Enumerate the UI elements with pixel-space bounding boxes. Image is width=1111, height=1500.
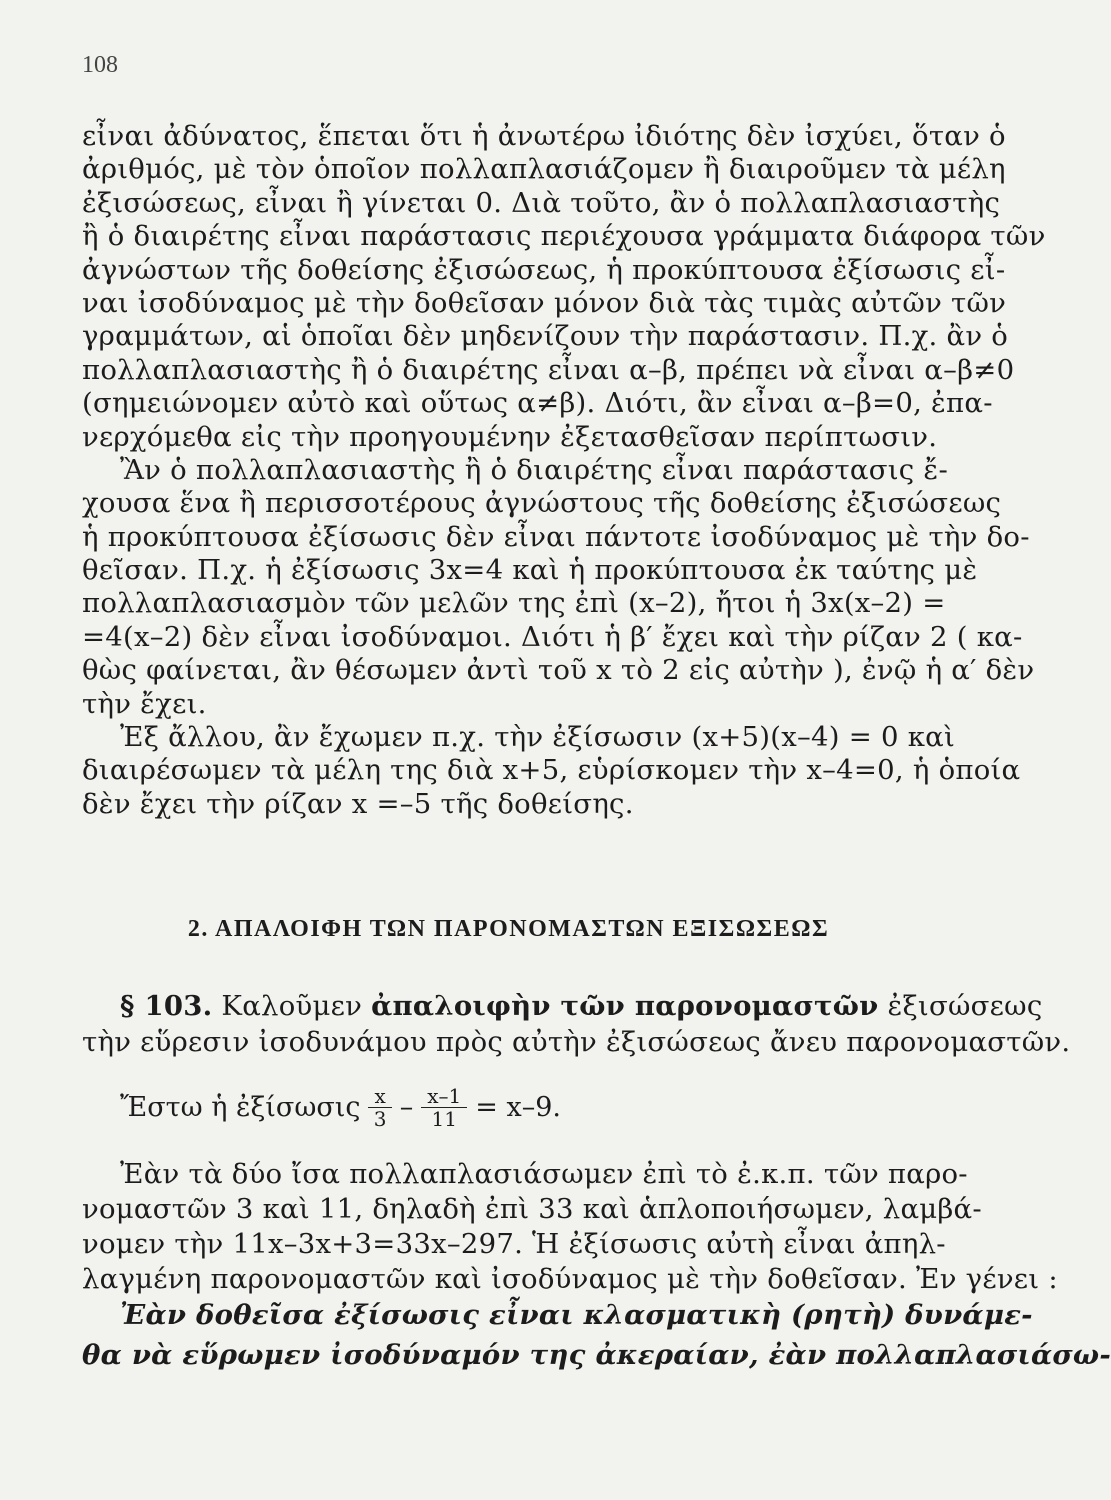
definition-line — [82, 988, 1043, 1024]
rule-statement — [82, 1295, 1111, 1375]
text-line: θεῖσαν. Π.χ. ἡ ἐξίσωσις 3x=4 καὶ ἡ προκύπτουσα ἐκ ταύτης μὲ — [82, 554, 978, 587]
equation-lead: Ἔστω ἡ ἐξίσωσις — [120, 1092, 361, 1123]
text-line: νομαστῶν 3 καὶ 11, δηλαδὴ ἐπὶ 33 καὶ ἁπλοποιήσωμεν, λαμβά- — [82, 1193, 982, 1225]
definition-paragraph — [82, 988, 1071, 1060]
text-line: θὼς φαίνεται, ἂν θέσωμεν ἀντὶ τοῦ x τὸ 2 εἰς αὐτὴν ), ἐνῷ ἡ α′ δὲν — [82, 654, 1035, 687]
equation-rhs: = x–9. — [475, 1092, 561, 1123]
definition-line: τὴν εὕρεσιν ἰσοδυνάμου πρὸς αὐτὴν ἐξισώσεως ἄνευ παρονομαστῶν. — [82, 1026, 1071, 1058]
fraction-denominator: 11 — [431, 1107, 457, 1131]
text-line: ἀγνώστων τῆς δοθείσης ἐξισώσεως, ἡ προκύπτουσα ἐξίσωσις εἶ- — [82, 253, 1006, 286]
text-line: Ἐὰν τὰ δύο ἴσα πολλαπλασιάσωμεν ἐπὶ τὸ ἐ.κ.π. τῶν παρο- — [120, 1158, 968, 1190]
defined-term: ἀπαλοιφὴν τῶν παρονομαστῶν — [371, 990, 879, 1022]
text-line: νερχόμεθα εἰς τὴν προηγουμένην ἐξετασθεῖσαν περίπτωσιν. — [82, 420, 938, 453]
text-line: πολλαπλασιασμὸν τῶν μελῶν της ἐπὶ (x–2), ἤτοι ἡ 3x(x–2) = — [82, 587, 946, 620]
fraction-numerator: x — [368, 1085, 391, 1108]
text-line: ἀριθμός, μὲ τὸν ὁποῖον πολλαπλασιάζομεν ἢ διαιροῦμεν τὰ μέλη — [82, 153, 1006, 186]
paragraph-4 — [82, 1157, 1058, 1297]
text-line: Ἐξ ἄλλου, ἂν ἔχωμεν π.χ. τὴν ἐξίσωσιν (x+5)(x–4) = 0 καὶ — [120, 721, 956, 754]
paragraph-1 — [82, 120, 1046, 821]
fraction — [421, 1085, 467, 1130]
section-heading: 2. ΑΠΑΛΟΙΦΗ ΤΩΝ ΠΑΡΟΝΟΜΑΣΤΩΝ ΕΞΙΣΩΣΕΩΣ — [187, 916, 830, 942]
minus-sign: – — [399, 1092, 414, 1123]
text-line: νομεν τὴν 11x–3x+3=33x–297. Ἡ ἐξίσωσις αὐτὴ εἶναι ἀπηλ- — [82, 1228, 946, 1260]
example-equation — [120, 1085, 561, 1130]
text-line: δὲν ἔχει τὴν ρίζαν x =–5 τῆς δοθείσης. — [82, 787, 634, 820]
text-line: γραμμάτων, αἱ ὁποῖαι δὲν μηδενίζουν τὴν παράστασιν. Π.χ. ἂν ὁ — [82, 320, 1009, 353]
text-line: πολλαπλασιαστὴς ἢ ὁ διαιρέτης εἶναι α–β, πρέπει νὰ εἶναι α–β≠0 — [82, 353, 1015, 386]
text-line: (σημειώνομεν αὐτὸ καὶ οὕτως α≠β). Διότι, ἂν εἶναι α–β=0, ἐπα- — [82, 387, 993, 420]
text-line: ἡ προκύπτουσα ἐξίσωσις δὲν εἶναι πάντοτε ἰσοδύναμος μὲ τὴν δο- — [82, 520, 1030, 553]
text-line: λαγμένη παρονομαστῶν καὶ ἰσοδύναμος μὲ τὴν δοθεῖσαν. Ἐν γένει : — [82, 1263, 1058, 1295]
text-line: ἢ ὁ διαιρέτης εἶναι παράστασις περιέχουσα γράμματα διάφορα τῶν — [82, 220, 1046, 253]
rule-line: Ἐὰν δοθεῖσα ἐξίσωσις εἶναι κλασματικὴ (ρητὴ) δυνάμε- — [120, 1299, 1033, 1331]
section-number: § 103. — [120, 990, 213, 1022]
definition-text: ἐξισώσεως — [878, 990, 1043, 1022]
text-line: ἐξισώσεως, εἶναι ἢ γίνεται 0. Διὰ τοῦτο, ἂν ὁ πολλαπλασιαστὴς — [82, 186, 1001, 219]
text-line: χουσα ἕνα ἢ περισσοτέρους ἀγνώστους τῆς δοθείσης ἐξισώσεως — [82, 487, 1002, 520]
text-line: Ἂν ὁ πολλαπλασιαστὴς ἢ ὁ διαιρέτης εἶναι παράστασις ἔ- — [120, 453, 948, 486]
fraction-denominator: 3 — [373, 1107, 387, 1131]
fraction — [368, 1085, 391, 1130]
definition-text: Καλοῦμεν — [212, 990, 372, 1022]
page-number: 108 — [82, 52, 118, 78]
text-line: διαιρέσωμεν τὰ μέλη της διὰ x+5, εὑρίσκομεν τὴν x–4=0, ἡ ὁποία — [82, 754, 1021, 787]
text-line: ναι ἰσοδύναμος μὲ τὴν δοθεῖσαν μόνον διὰ τὰς τιμὰς αὐτῶν τῶν — [82, 286, 1007, 319]
text-line: τὴν ἔχει. — [82, 687, 207, 720]
fraction-numerator: x–1 — [421, 1085, 467, 1108]
rule-line: θα νὰ εὕρωμεν ἰσοδύναμόν της ἀκεραίαν, ἐὰν πολλαπλασιάσω- — [82, 1339, 1111, 1371]
text-line: =4(x–2) δὲν εἶναι ἰσοδύναμοι. Διότι ἡ β′ ἔχει καὶ τὴν ρίζαν 2 ( κα- — [82, 620, 1023, 653]
text-line: εἶναι ἀδύνατος, ἕπεται ὅτι ἡ ἀνωτέρω ἰδιότης δὲν ἰσχύει, ὅταν ὁ — [82, 120, 1006, 152]
